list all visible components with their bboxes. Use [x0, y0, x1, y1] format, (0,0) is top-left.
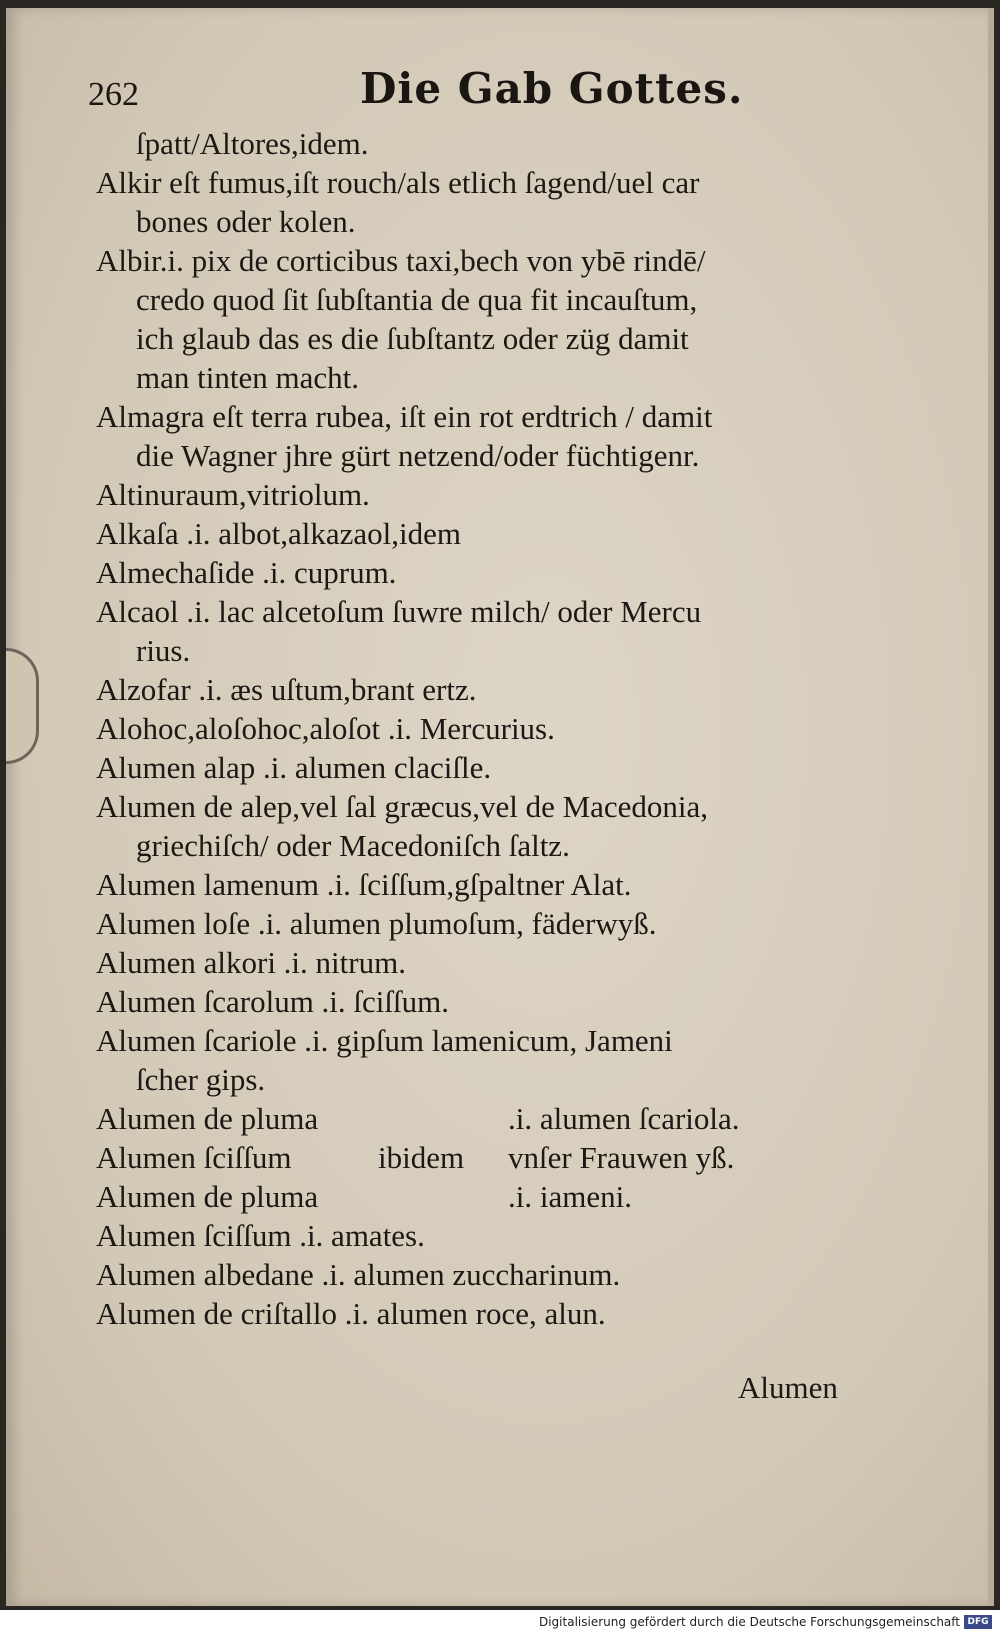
clasp-mark [6, 648, 39, 764]
page-header [88, 64, 888, 124]
text-line: Alumen de criſtallo .i. alumen roce, alun. [96, 1296, 606, 1331]
text-line: Alumen loſe .i. alumen plumoſum, fäderwyß. [96, 906, 657, 941]
table-cell-gloss: vnſer Frauwen yß. [508, 1140, 735, 1175]
table-cell-term: Alumen de pluma [96, 1101, 319, 1136]
text-line: Alumen ſcarolum .i. ſciſſum. [96, 984, 449, 1019]
text-line: Alcaol .i. lac alcetoſum ſuwre milch/ oder Mercu [96, 594, 702, 629]
text-line: Alumen alap .i. alumen claciſle. [96, 750, 492, 785]
dfg-logo: DFG [964, 1615, 992, 1629]
text-line: Alkaſa .i. albot,alkazaol,idem [96, 516, 461, 551]
table-cell-gloss: .i. alumen ſcariola. [508, 1101, 740, 1136]
text-line: Alzofar .i. æs uſtum,brant ertz. [96, 672, 477, 707]
text-line: Almagra eſt terra rubea, iſt ein rot erdtrich / damit [96, 399, 713, 434]
table-cell-term: Alumen ſciſſum [96, 1140, 292, 1175]
table-cell-term: Alumen de pluma [96, 1179, 319, 1214]
text-line: Alumen ſcariole .i. gipſum lamenicum, Jameni [96, 1023, 673, 1058]
text-line: griechiſch/ oder Macedoniſch ſaltz. [136, 828, 570, 863]
text-line: Almechaſide .i. cuprum. [96, 555, 397, 590]
text-body [96, 124, 896, 1333]
catchword: Alumen [738, 1370, 838, 1405]
text-line: Alumen albedane .i. alumen zuccharinum. [96, 1257, 621, 1292]
text-line: Altinuraum,vitriolum. [96, 477, 370, 512]
text-line: bones oder kolen. [136, 204, 356, 239]
footer-credit: Digitalisierung gefördert durch die Deutsche Forschungsgemeinschaft [538, 1615, 960, 1629]
footer-bar [0, 1612, 1000, 1634]
text-line: ſpatt/Altores,idem. [136, 126, 369, 161]
text-line: Alumen ſciſſum .i. amates. [96, 1218, 425, 1253]
page-number: 262 [88, 76, 139, 113]
table-row [96, 1177, 896, 1216]
text-line: Alkir eſt fumus,iſt rouch/als etlich ſagend/uel car [96, 165, 700, 200]
running-title: Die Gab Gottes. [360, 64, 744, 113]
table-cell-gloss: .i. iameni. [508, 1179, 632, 1214]
text-line: Alohoc,aloſohoc,aloſot .i. Mercurius. [96, 711, 555, 746]
text-line: Alumen lamenum .i. ſciſſum,gſpaltner Alat. [96, 867, 632, 902]
text-line: Alumen alkori .i. nitrum. [96, 945, 406, 980]
table-cell-middle: ibidem [378, 1140, 465, 1175]
text-line: rius. [136, 633, 191, 668]
text-line: ſcher gips. [136, 1062, 266, 1097]
text-line: credo quod ſit ſubſtantia de qua fit incauſtum, [136, 282, 698, 317]
table-row [96, 1099, 896, 1138]
text-line: die Wagner jhre gürt netzend/oder füchtigenr. [136, 438, 700, 473]
text-line: Albir.i. pix de corticibus taxi,bech von ybē rindē/ [96, 243, 706, 278]
table-row [96, 1138, 896, 1177]
text-line: ich glaub das es die ſubſtantz oder züg damit [136, 321, 689, 356]
text-line: Alumen de alep,vel ſal græcus,vel de Macedonia, [96, 789, 709, 824]
text-line: man tinten macht. [136, 360, 359, 395]
